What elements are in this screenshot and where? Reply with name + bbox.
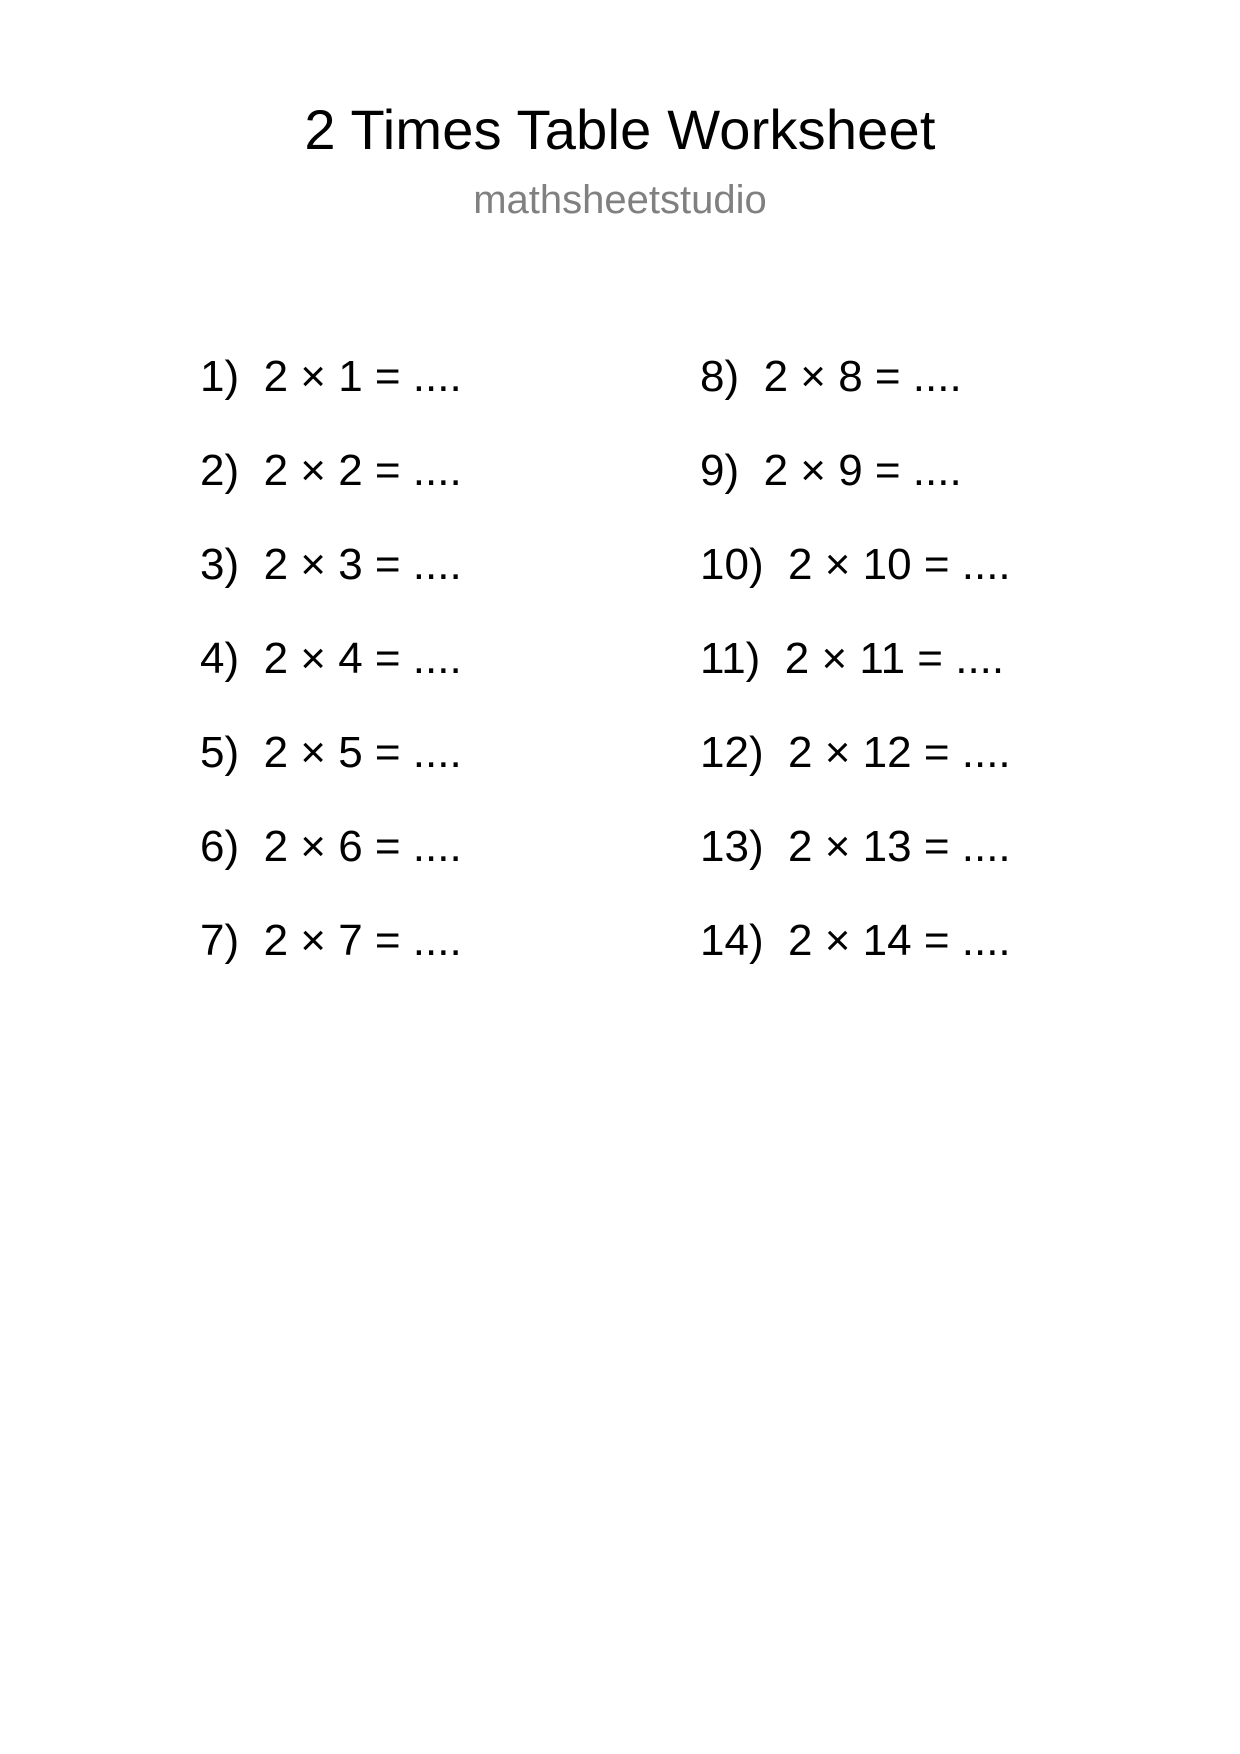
problem-4: 4) 2 × 4 = .... [200, 634, 462, 683]
problem-9: 9) 2 × 9 = .... [700, 446, 962, 495]
problem-11: 11) 2 × 11 = .... [700, 634, 1005, 683]
problem-2: 2) 2 × 2 = .... [200, 446, 462, 495]
worksheet-header [0, 98, 1240, 224]
problem-10: 10) 2 × 10 = .... [700, 540, 1011, 589]
problem-7: 7) 2 × 7 = .... [200, 916, 462, 965]
problem-14: 14) 2 × 14 = .... [700, 916, 1011, 965]
problem-5: 5) 2 × 5 = .... [200, 728, 462, 777]
problems-column-left [200, 350, 680, 1008]
problems-column-right [700, 350, 1180, 1008]
problem-12: 12) 2 × 12 = .... [700, 728, 1011, 777]
publisher-name: mathsheetstudio [473, 178, 767, 222]
problem-8: 8) 2 × 8 = .... [700, 352, 962, 401]
problem-13: 13) 2 × 13 = .... [700, 822, 1011, 871]
problem-3: 3) 2 × 3 = .... [200, 540, 462, 589]
page-title: 2 Times Table Worksheet [304, 98, 936, 161]
problem-6: 6) 2 × 6 = .... [200, 822, 462, 871]
problem-1: 1) 2 × 1 = .... [200, 352, 462, 401]
